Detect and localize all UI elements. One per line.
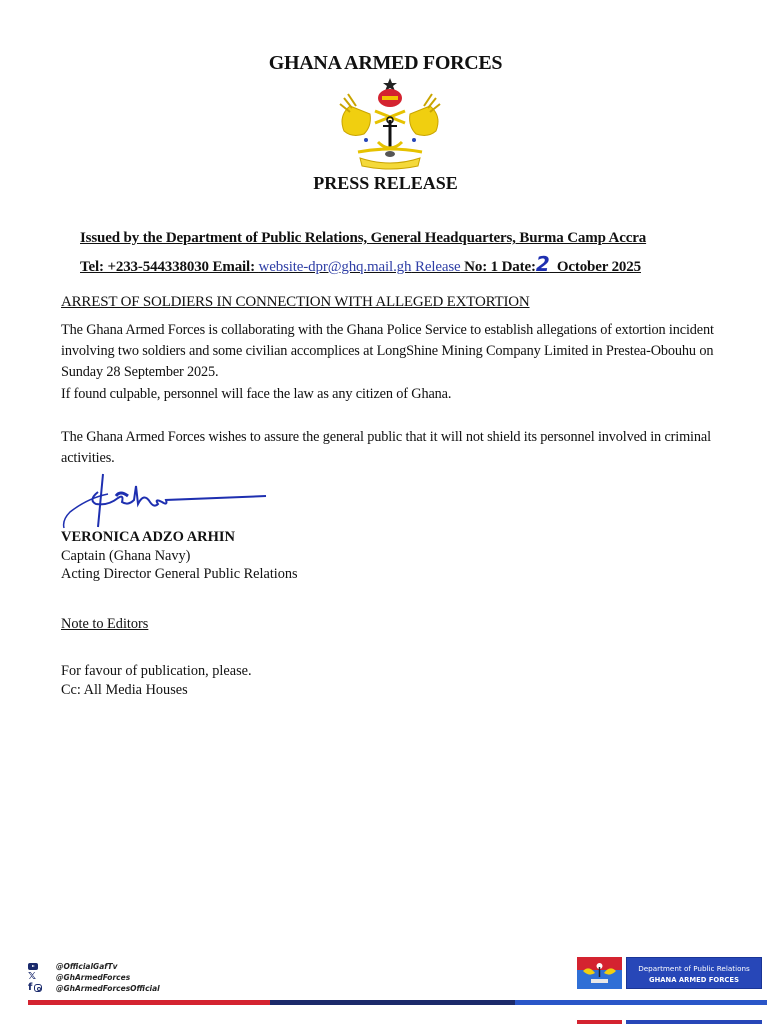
coat-of-arms-logo	[330, 76, 450, 172]
x-icon: 𝕏	[28, 971, 37, 982]
telephone-label: Tel: +233-544338030 Email:	[80, 259, 259, 275]
release-word: Release	[411, 259, 461, 275]
social-handle: @GhArmedForces	[56, 972, 131, 982]
facebook-icon: f	[28, 982, 33, 993]
contact-line	[80, 252, 641, 276]
note-to-editors-heading: Note to Editors	[61, 616, 149, 632]
department-organization: GHANA ARMED FORCES	[649, 976, 739, 984]
page-edge-blue-bar	[626, 1020, 762, 1024]
social-handle: @GhArmedForcesOfficial	[56, 983, 160, 993]
footer-stripe-blue	[515, 1000, 767, 1005]
publication-request: For favour of publication, please.	[61, 663, 252, 679]
footer-stripe-red	[28, 1000, 270, 1005]
youtube-icon	[28, 963, 38, 970]
issuing-department: Issued by the Department of Public Relations, General Headquarters, Burma Camp Accra	[80, 230, 647, 246]
signatory-name: VERONICA ADZO ARHIN	[61, 529, 236, 545]
signatory-title: Acting Director General Public Relations	[61, 566, 298, 582]
email-link[interactable]: website-dpr@ghq.mail.gh	[258, 259, 412, 275]
department-badge	[626, 957, 762, 989]
handwritten-date-day: 2	[535, 252, 550, 276]
document-type-heading: PRESS RELEASE	[313, 173, 458, 193]
social-youtube[interactable]	[28, 961, 160, 971]
instagram-icon	[34, 984, 42, 992]
page-edge-red-bar	[577, 1020, 622, 1024]
organization-title: GHANA ARMED FORCES	[268, 52, 503, 74]
body-paragraph: If found culpable, personnel will face the law as any citizen of Ghana.	[61, 386, 452, 402]
social-handle: @OfficialGafTv	[56, 961, 118, 971]
body-paragraph: The Ghana Armed Forces is collaborating with the Ghana Police Service to establish allegations of extortion incident involving two soldiers and some civilian accomplices at LongShine Mining Company Limited in Prestea-Obouhu on Sunday 28 September 2025.	[61, 322, 714, 380]
social-x[interactable]	[28, 972, 160, 982]
social-facebook-instagram[interactable]	[28, 983, 160, 993]
footer-stripe-navy	[270, 1000, 515, 1005]
social-media-handles	[28, 961, 160, 994]
signatory-rank: Captain (Ghana Navy)	[61, 548, 191, 564]
cc-line: Cc: All Media Houses	[61, 682, 188, 698]
department-flag-logo	[577, 957, 622, 989]
headline: ARREST OF SOLDIERS IN CONNECTION WITH ALLEGED EXTORTION	[61, 294, 530, 310]
department-name: Department of Public Relations	[638, 964, 750, 973]
release-date: October 2025	[549, 259, 641, 275]
body-paragraph: The Ghana Armed Forces wishes to assure the general public that it will not shield its personnel involved in criminal activities.	[61, 429, 711, 466]
handwritten-signature	[58, 472, 278, 532]
release-number: No: 1 Date:	[460, 259, 536, 275]
